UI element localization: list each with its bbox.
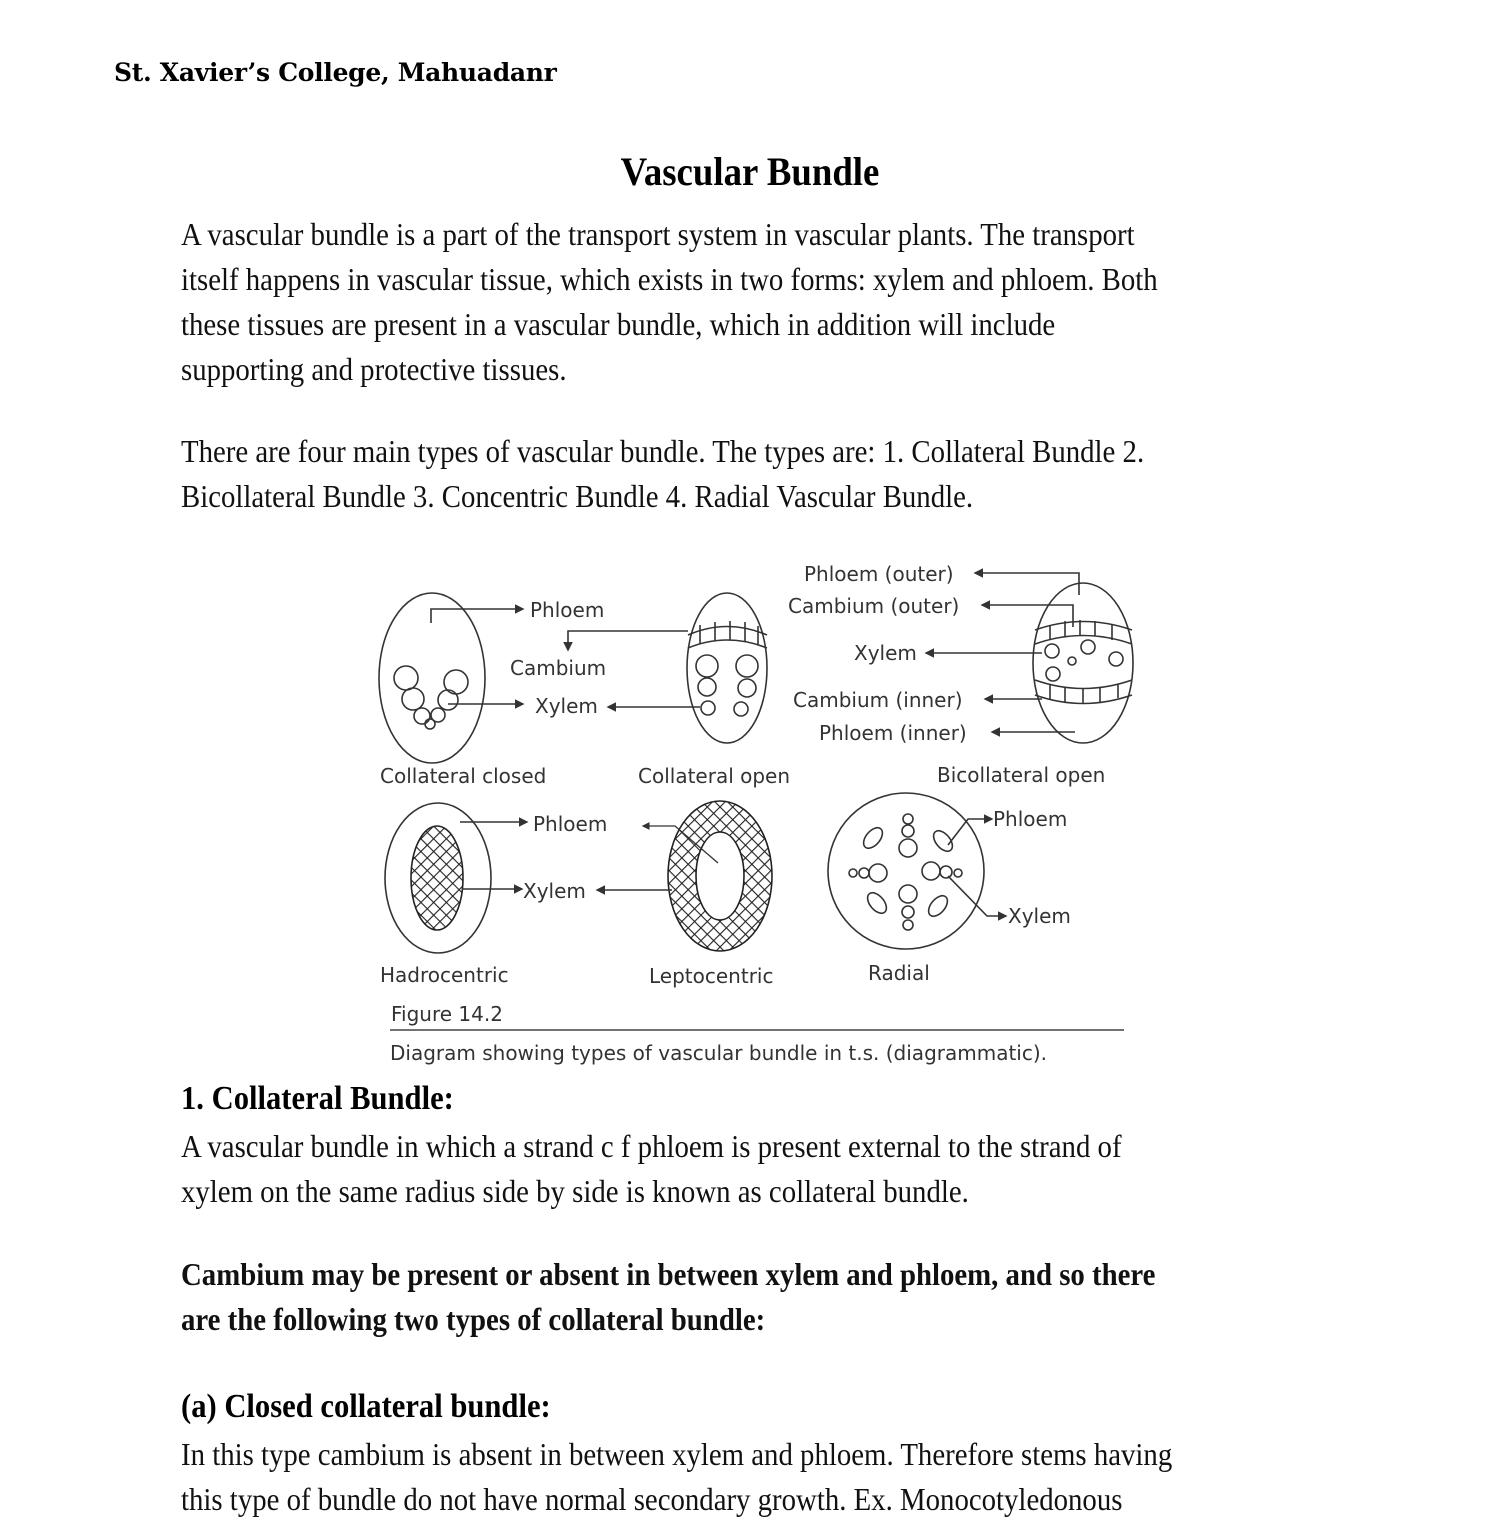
label-phloem-inner: Phloem (inner)	[819, 721, 967, 745]
collateral-closed-diagram	[379, 593, 523, 763]
institution-header: St. Xavier’s College, Mahuadanr	[114, 58, 557, 87]
radial-diagram	[828, 793, 1006, 949]
text-line: A vascular bundle is a part of the transport system in vascular plants. The transport	[181, 216, 1135, 252]
cambium-note	[181, 1252, 1320, 1342]
text-line: these tissues are present in a vascular bundle, which in addition will include	[181, 306, 1056, 342]
page-title: Vascular Bundle	[620, 149, 880, 194]
vascular-bundle-figure	[370, 558, 1140, 1078]
text-line: In this type cambium is absent in between xylem and phloem. Therefore stems having	[181, 1436, 1173, 1472]
section-heading-collateral: 1. Collateral Bundle:	[181, 1080, 454, 1117]
caption-hadrocentric: Hadrocentric	[380, 963, 509, 987]
closed-collateral-text	[181, 1432, 1320, 1522]
label-cambium-outer: Cambium (outer)	[788, 594, 960, 618]
label-bicollateral-xylem: Xylem	[854, 641, 917, 665]
figure-number: Figure 14.2	[391, 1002, 503, 1026]
label-concentric-phloem: Phloem	[533, 812, 608, 836]
label-phloem-outer: Phloem (outer)	[804, 562, 954, 586]
text-line: this type of bundle do not have normal secondary growth. Ex. Monocotyledonous	[181, 1481, 1123, 1517]
label-phloem: Phloem	[530, 598, 605, 622]
collateral-definition	[181, 1124, 1320, 1214]
caption-radial: Radial	[868, 961, 930, 985]
leptocentric-diagram	[597, 801, 772, 951]
label-cambium-inner: Cambium (inner)	[793, 688, 963, 712]
figure-caption: Diagram showing types of vascular bundle in t.s. (diagrammatic).	[390, 1041, 1048, 1065]
caption-bicollateral-open: Bicollateral open	[937, 763, 1106, 787]
caption-leptocentric: Leptocentric	[649, 964, 774, 988]
text-line: supporting and protective tissues.	[181, 351, 567, 387]
label-cambium: Cambium	[510, 656, 607, 680]
caption-collateral-closed: Collateral closed	[380, 764, 547, 788]
text-line: There are four main types of vascular bundle. The types are: 1. Collateral Bundle 2.	[181, 433, 1145, 469]
hadrocentric-diagram	[385, 803, 527, 953]
label-concentric-xylem: Xylem	[523, 879, 586, 903]
subsection-heading-closed: (a) Closed collateral bundle:	[181, 1388, 551, 1425]
label-radial-phloem: Phloem	[993, 807, 1068, 831]
label-radial-xylem: Xylem	[1008, 904, 1071, 928]
text-line: Cambium may be present or absent in between xylem and phloem, and so there	[181, 1256, 1156, 1292]
label-xylem: Xylem	[535, 694, 598, 718]
text-line: A vascular bundle in which a strand c f phloem is present external to the strand of	[181, 1128, 1122, 1164]
text-line: are the following two types of collateral bundle:	[181, 1301, 766, 1337]
types-paragraph	[181, 429, 1320, 519]
text-line: xylem on the same radius side by side is known as collateral bundle.	[181, 1173, 969, 1209]
intro-paragraph	[181, 212, 1320, 392]
caption-collateral-open: Collateral open	[638, 764, 791, 788]
text-line: itself happens in vascular tissue, which exists in two forms: xylem and phloem. Both	[181, 261, 1158, 297]
text-line: Bicollateral Bundle 3. Concentric Bundle 4. Radial Vascular Bundle.	[181, 478, 974, 514]
